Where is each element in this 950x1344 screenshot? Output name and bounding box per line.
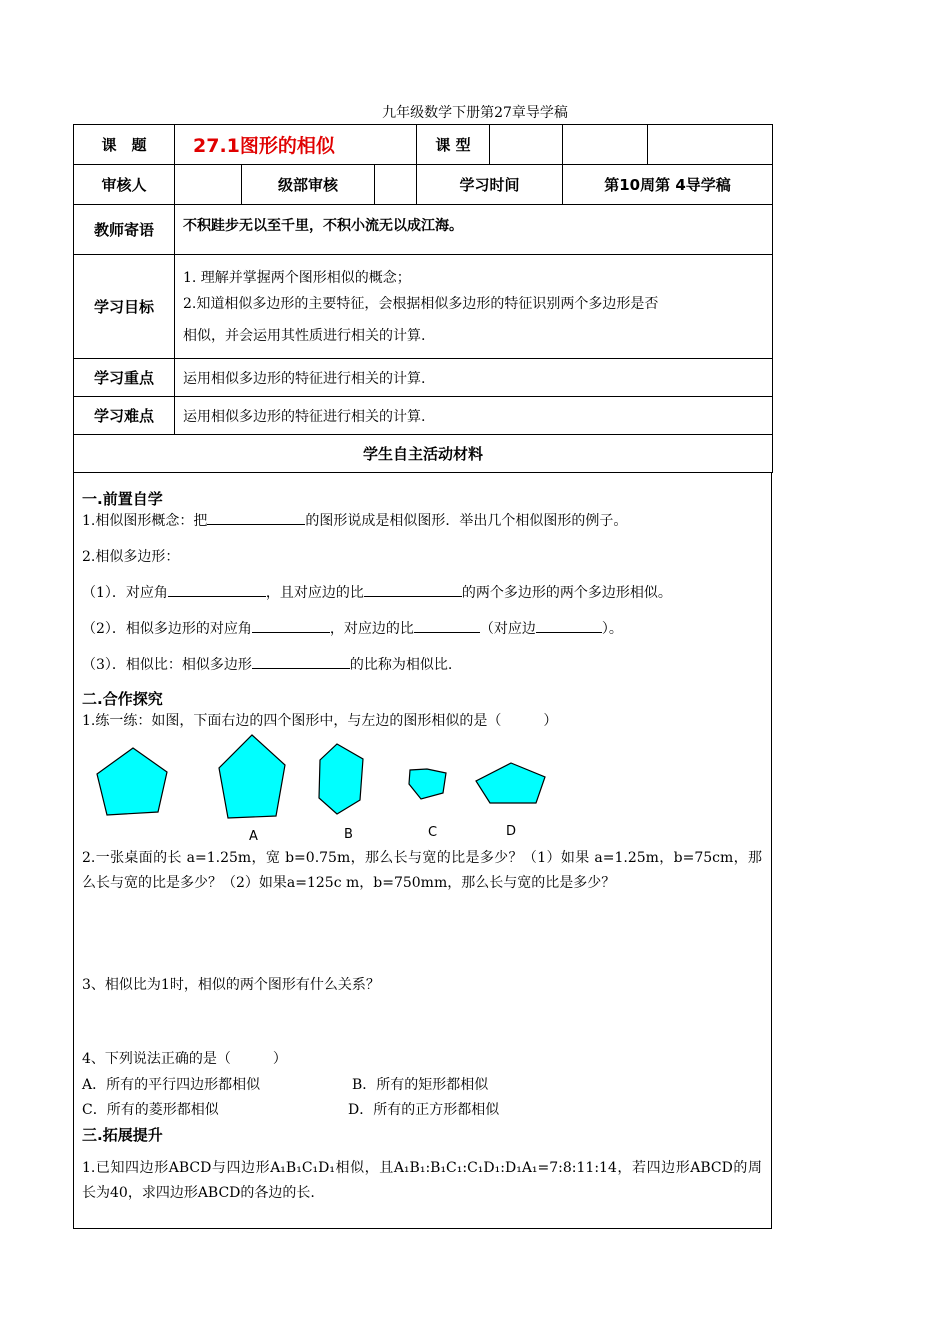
lesson-type-extra-1	[563, 125, 648, 165]
option-b: B．所有的矩形都相似	[352, 1077, 489, 1093]
sec2-q1: 1.练一练：如图，下面右边的四个图形中，与左边的图形相似的是（ ）	[82, 713, 558, 729]
teacher-message: 不积跬步无以至千里，不积小流无以成江海。	[175, 205, 773, 255]
sec1-q1	[82, 510, 627, 530]
sec1-q2: 2.相似多边形：	[82, 549, 180, 565]
lesson-type-extra-2	[648, 125, 773, 165]
label-reviewer: 审核人	[74, 165, 175, 205]
label-study-time: 学习时间	[417, 165, 563, 205]
label-c: C	[428, 825, 438, 840]
label-difficulty: 学习难点	[74, 397, 175, 435]
lesson-topic: 27.1图形的相似	[175, 125, 417, 165]
difficulty: 运用相似多边形的特征进行相关的计算.	[175, 397, 773, 435]
option-a: A．所有的平行四边形都相似	[82, 1077, 261, 1093]
shape-c-pentagon	[409, 769, 446, 799]
sec1-q1-part-b: 的图形说成是相似图形．举出几个相似图形的例子。	[305, 513, 628, 529]
info-table	[73, 124, 773, 473]
sec1-q2-3-b: 的比称为相似比.	[349, 657, 453, 673]
blank-field[interactable]	[252, 618, 330, 633]
shape-b-hexagon	[319, 744, 363, 814]
sec1-q2-1-b: ，且对应边的比	[265, 585, 364, 601]
key-point: 运用相似多边形的特征进行相关的计算.	[175, 359, 773, 397]
sec2-q3: 3、相似比为1时，相似的两个图形有什么关系？	[82, 977, 380, 993]
goal-line-2: 2.知道相似多边形的主要特征，会根据相似多边形的特征识别两个多边形是否	[183, 295, 659, 312]
label-learning-goals	[74, 255, 175, 359]
blank-field[interactable]	[252, 654, 350, 669]
goal-line-1: 1. 理解并掌握两个图形相似的概念；	[183, 269, 411, 286]
learning-goals	[175, 255, 773, 359]
blank-field[interactable]	[207, 510, 305, 525]
sec1-q2-2	[82, 618, 623, 638]
sec1-q2-1-c: 的两个多边形的两个多边形相似。	[461, 585, 672, 601]
shape-a-pentagon	[219, 735, 285, 818]
sec2-q4: 4、下列说法正确的是（ ）	[82, 1051, 287, 1067]
sec1-title: 一.前置自学	[82, 490, 163, 508]
sec2-q2: 2.一张桌面的长 a=1.25m，宽 b=0.75m，那么长与宽的比是多少？（1）如果 a=1.25m，b=75cm，那么长与宽的比是多少？（2）如果a=125c m，b=750mm，那么长与宽的比是多少？	[82, 850, 762, 891]
sec1-q2-3-a: （3）．相似比：相似多边形	[82, 657, 252, 673]
sec1-q2-3	[82, 654, 452, 674]
goal-line-3: 相似，并会运用其性质进行相关的计算.	[183, 327, 426, 344]
page-header: 九年级数学下册第27章导学稿	[382, 105, 568, 121]
label-lesson-type: 课 型	[417, 125, 490, 165]
blank-field[interactable]	[414, 618, 480, 633]
lesson-type-value	[490, 125, 563, 165]
label-a: A	[249, 829, 258, 844]
study-time-value: 第10周第 4导学稿	[563, 165, 773, 205]
sec1-q2-1-a: （1）．对应角	[82, 585, 168, 601]
label-key-point: 学习重点	[74, 359, 175, 397]
label-dept-review: 级部审核	[242, 165, 375, 205]
label-topic: 课 题	[74, 125, 175, 165]
blank-field[interactable]	[364, 582, 462, 597]
label-b: B	[344, 827, 353, 842]
blank-field[interactable]	[536, 618, 602, 633]
sec1-q2-1	[82, 582, 672, 602]
option-d: D．所有的正方形都相似	[348, 1102, 500, 1118]
reviewer-value	[175, 165, 242, 205]
sec1-q1-part-a: 1.相似图形概念：把	[82, 513, 208, 529]
option-c: C．所有的菱形都相似	[82, 1102, 219, 1118]
reference-pentagon	[97, 748, 167, 815]
activity-section-title: 学生自主活动材料	[74, 435, 773, 473]
label-teacher-message: 教师寄语	[74, 205, 175, 255]
shape-d-pentagon	[476, 763, 545, 803]
dept-review-value	[375, 165, 417, 205]
sec1-q2-2-a: （2）．相似多边形的对应角	[82, 621, 252, 637]
sec1-q2-2-d: ）。	[601, 621, 623, 637]
sec3-title: 三.拓展提升	[82, 1126, 163, 1144]
learning-goals-label-text: 学习目标	[93, 298, 154, 316]
blank-field[interactable]	[168, 582, 266, 597]
sec3-q1: 1.已知四边形ABCD与四边形A₁B₁C₁D₁相似，且A₁B₁:B₁C₁:C₁D₁:D₁A₁=7:8:11:14，若四边形ABCD的周长为40，求四边形ABCD的各边的长.	[82, 1160, 762, 1201]
sec1-q2-2-b: ，对应边的比	[329, 621, 414, 637]
pentagon-figures	[90, 730, 560, 840]
sec1-q2-2-c: （对应边	[479, 621, 536, 637]
label-d: D	[506, 824, 517, 839]
sec2-title: 二.合作探究	[82, 690, 163, 708]
